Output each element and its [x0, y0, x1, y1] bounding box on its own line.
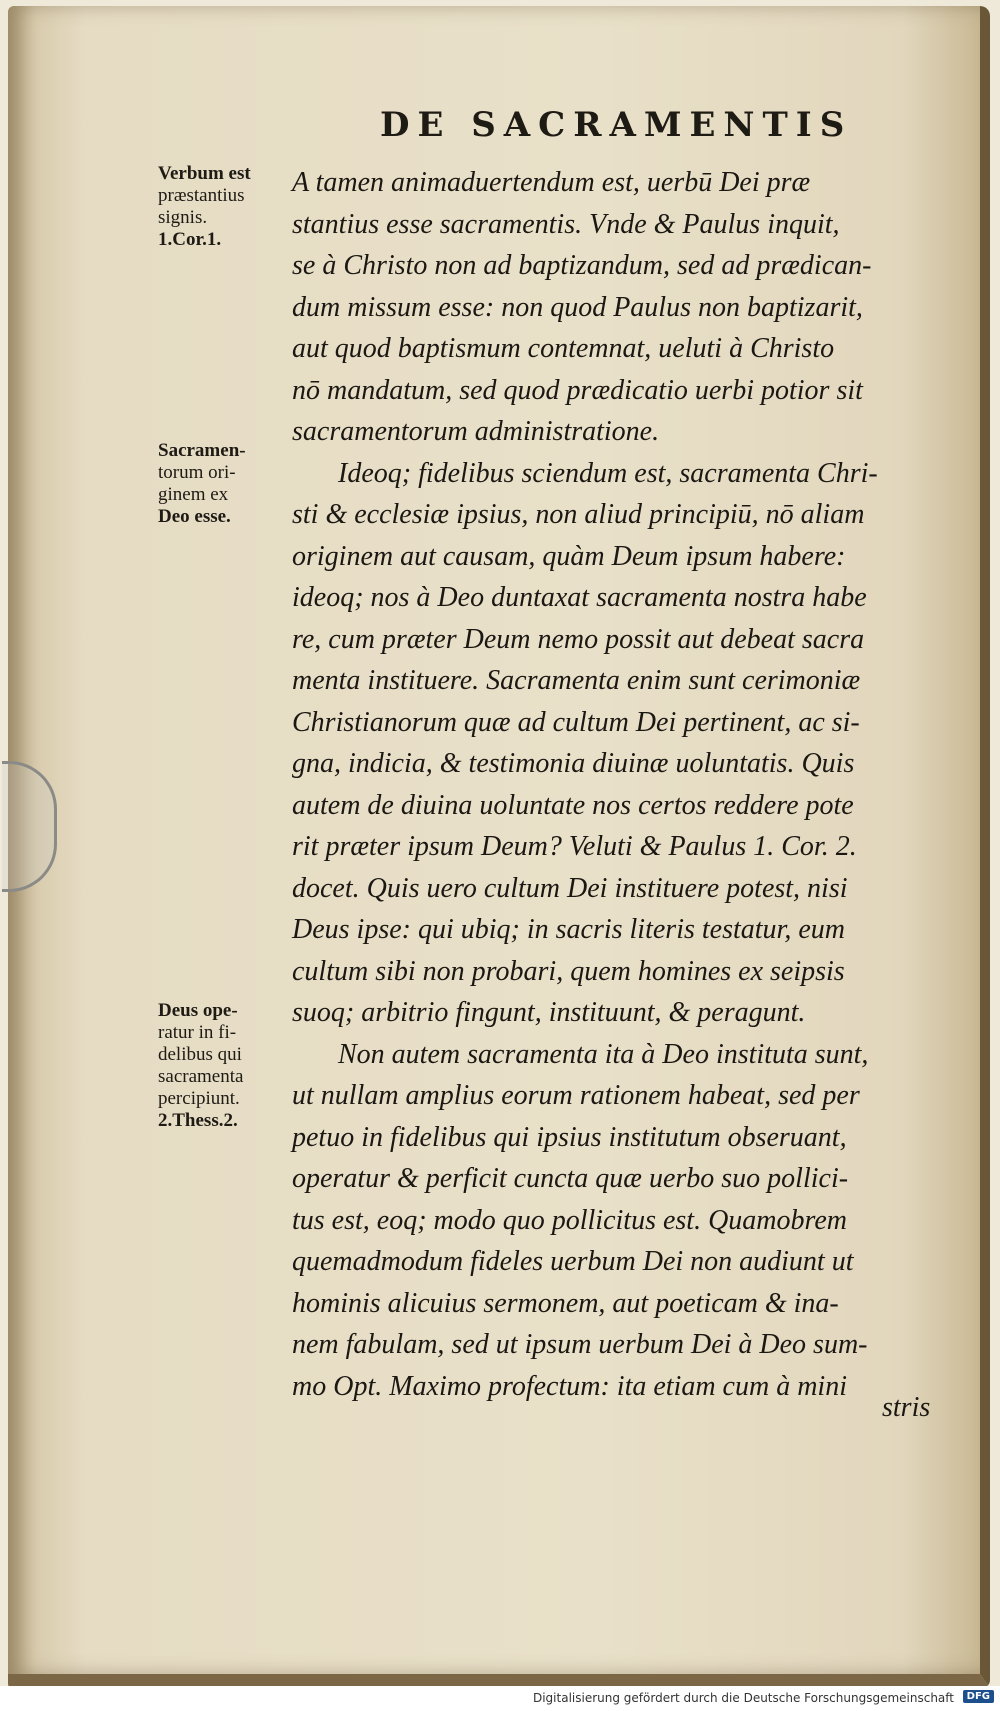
- body-text: [292, 162, 952, 1407]
- footer-credit: Digitalisierung gefördert durch die Deutsche Forschungsgemeinschaft: [532, 1691, 954, 1705]
- body-line: petuo in fidelibus qui ipsius institutum obseruant,: [292, 1121, 847, 1153]
- body-line: aut quod baptismum contemnat, ueluti à Christo: [292, 333, 835, 364]
- marginal-line: delibus qui: [158, 1044, 242, 1065]
- dfg-logo: DFG: [963, 1690, 994, 1703]
- marginal-line: Deus ope-: [158, 1000, 238, 1021]
- marginal-line: 1.Cor.1.: [158, 229, 222, 250]
- body-line: tus est, eoq; modo quo pollicitus est. Quamobrem: [292, 1204, 848, 1236]
- marginal-line: 2.Thess.2.: [158, 1110, 238, 1131]
- marginal-line: Sacramen-: [158, 440, 246, 461]
- marginal-note-1: [158, 163, 288, 251]
- body-line: stantius esse sacramentis. Vnde & Paulus inquit,: [292, 208, 840, 240]
- marginal-line: signis.: [158, 207, 208, 228]
- body-line: A tamen animaduertendum est, uerbū Dei præ: [292, 167, 811, 198]
- marginal-line: torum ori-: [158, 462, 236, 483]
- page-clip: [2, 761, 57, 892]
- body-line: dum missum esse: non quod Paulus non baptizarit,: [292, 291, 863, 323]
- body-line: Ideoq; fidelibus sciendum est, sacramenta Chri-: [338, 457, 878, 489]
- marginal-note-3: [158, 1000, 288, 1132]
- body-line: ideoq; nos à Deo duntaxat sacramenta nostra habe: [292, 582, 867, 613]
- body-line: quemadmodum fideles uerbum Dei non audiunt ut: [292, 1246, 854, 1277]
- marginal-line: ginem ex: [158, 484, 229, 505]
- marginal-line: Verbum est: [158, 163, 251, 184]
- body-line: Christianorum quæ ad cultum Dei pertinent, ac si-: [292, 706, 860, 738]
- body-line: sacramentorum administratione.: [292, 416, 660, 447]
- body-line: sti & ecclesiæ ipsius, non aliud principiū, nō aliam: [292, 499, 865, 530]
- body-line: nō mandatum, sed quod prædicatio uerbi potior sit: [292, 374, 863, 406]
- body-line: gna, indicia, & testimonia diuinæ uoluntatis. Quis: [292, 748, 855, 779]
- body-line: se à Christo non ad baptizandum, sed ad prædican-: [292, 250, 872, 281]
- body-line: operatur & perficit cuncta quæ uerbo suo pollici-: [292, 1163, 849, 1194]
- body-line: originem aut causam, quàm Deum ipsum habere:: [292, 540, 846, 572]
- marginal-line: Deo esse.: [158, 506, 231, 527]
- body-line: docet. Quis uero cultum Dei instituere potest, nisi: [292, 872, 848, 904]
- body-line: ut nullam amplius eorum rationem habeat, sed per: [292, 1080, 860, 1111]
- body-line: re, cum præter Deum nemo possit aut debeat sacra: [292, 623, 865, 655]
- marginal-line: ratur in fi-: [158, 1022, 237, 1043]
- marginal-note-2: [158, 440, 288, 528]
- running-header: DE SACRAMENTIS: [380, 105, 853, 145]
- marginal-line: præstantius: [158, 185, 245, 206]
- body-line: nem fabulam, sed ut ipsum uerbum Dei à Deo sum-: [292, 1329, 868, 1360]
- body-line: Non autem sacramenta ita à Deo instituta sunt,: [338, 1038, 869, 1070]
- body-line: cultum sibi non probari, quem homines ex seipsis: [292, 955, 845, 987]
- body-line: hominis alicuius sermonem, aut poeticam & ina-: [292, 1287, 839, 1319]
- body-line: Deus ipse: qui ubiq; in sacris literis testatur, eum: [292, 914, 845, 945]
- marginal-line: sacramenta: [158, 1066, 244, 1087]
- marginal-line: percipiunt.: [158, 1088, 240, 1109]
- body-line: menta instituere. Sacramenta enim sunt cerimoniæ: [292, 665, 861, 696]
- digitization-footer: [0, 1686, 1000, 1711]
- body-line: mo Opt. Maximo profectum: ita etiam cum à mini: [292, 1370, 847, 1402]
- body-line: rit præter ipsum Deum? Veluti & Paulus 1. Cor. 2.: [292, 831, 857, 862]
- body-line: autem de diuina uoluntate nos certos reddere pote: [292, 789, 854, 821]
- body-line: suoq; arbitrio fingunt, instituunt, & peragunt.: [292, 997, 806, 1028]
- catchword: stris: [882, 1392, 931, 1423]
